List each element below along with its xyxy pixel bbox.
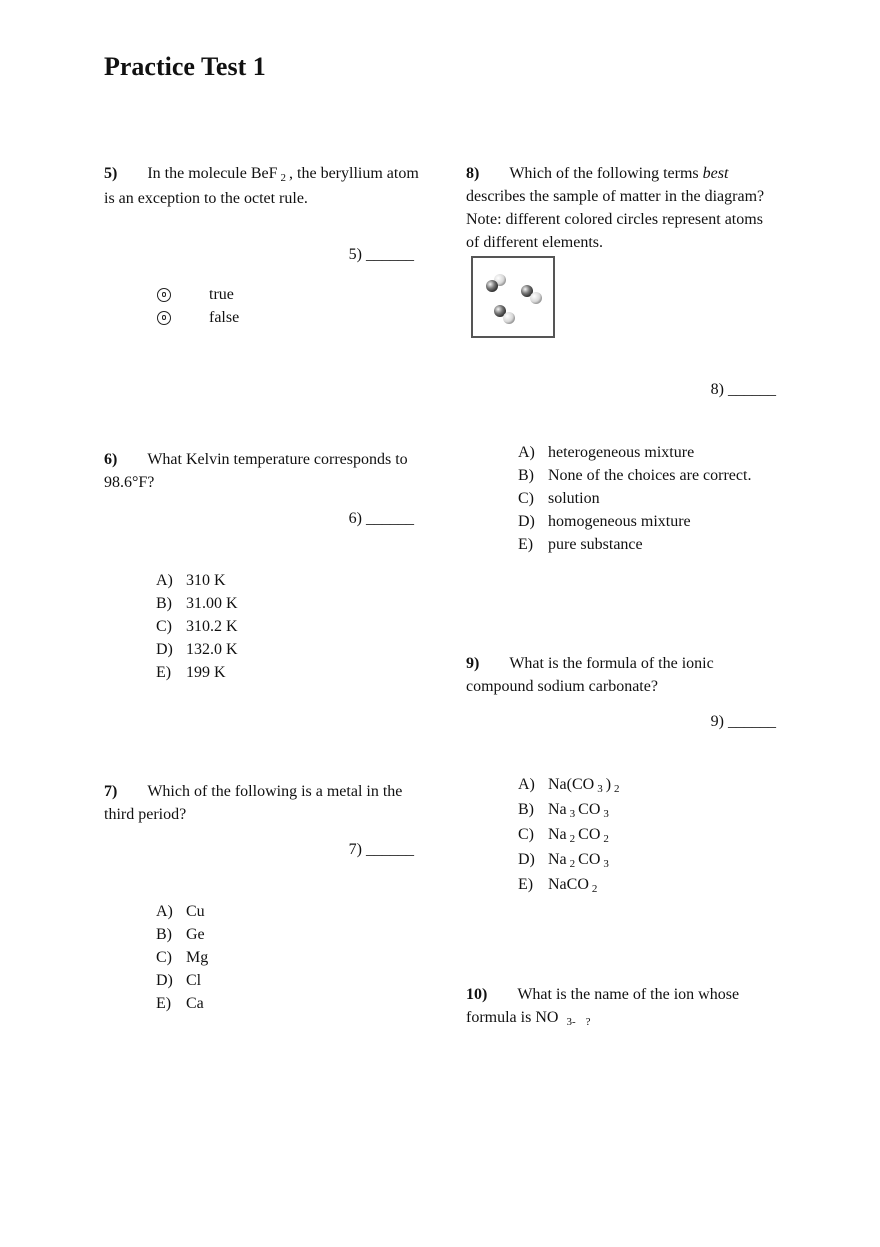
answer-blank[interactable]: 8) ______ (710, 381, 776, 398)
question-number: 6) (104, 451, 118, 468)
option-d[interactable]: D) 132.0 K (156, 641, 238, 658)
question-9-options (518, 773, 623, 898)
answer-blank[interactable]: 7) ______ (348, 841, 414, 858)
option-a[interactable]: A) 310 K (156, 572, 226, 589)
option-e[interactable]: E) pure substance (518, 536, 643, 553)
question-number: 9) (466, 655, 480, 672)
question-9-text: 9) What is the formula of the ionic compound sodium carbonate? (466, 655, 714, 695)
atom-light (503, 312, 515, 324)
radio-icon[interactable] (157, 288, 171, 302)
option-e[interactable]: E) Ca (156, 995, 204, 1012)
option-e[interactable]: E) 199 K (156, 664, 226, 681)
option-a[interactable]: A) heterogeneous mixture (518, 444, 695, 461)
option-a[interactable]: A) Na(CO 3 ) 2 (518, 776, 620, 795)
option-b[interactable]: B) Na 3 CO 3 (518, 801, 609, 820)
option-a[interactable]: A) Cu (156, 903, 205, 920)
option-b[interactable]: B) None of the choices are correct. (518, 467, 752, 484)
option-c[interactable]: C) Na 2 CO 2 (518, 826, 609, 845)
option-e[interactable]: E) NaCO 2 (518, 876, 598, 895)
answer-blank[interactable]: 6) ______ (348, 510, 414, 527)
question-5-options (157, 283, 239, 329)
question-6-text: 6) What Kelvin temperature corresponds to 98.6°F? (104, 451, 408, 491)
question-5-text: 5) In the molecule BeF 2 , the beryllium atom is an exception to the octet rule. (104, 165, 419, 207)
question-number: 8) (466, 165, 480, 182)
question-7-text: 7) Which of the following is a metal in the third period? (104, 783, 403, 823)
atom-light (530, 292, 542, 304)
answer-blank[interactable]: 5) ______ (348, 246, 414, 263)
question-number: 7) (104, 783, 118, 800)
question-number: 10) (466, 986, 488, 1003)
option-b[interactable]: B) 31.00 K (156, 595, 238, 612)
radio-icon[interactable] (157, 311, 171, 325)
option-c[interactable]: C) Mg (156, 949, 209, 966)
question-8-options (518, 441, 751, 556)
option-d[interactable]: D) Na 2 CO 3 (518, 851, 609, 870)
answer-blank[interactable]: 9) ______ (710, 713, 776, 730)
option-c[interactable]: C) solution (518, 490, 600, 507)
question-6-options (156, 569, 238, 684)
option-true[interactable]: true (157, 283, 239, 306)
option-b[interactable]: B) Ge (156, 926, 205, 943)
option-d[interactable]: D) homogeneous mixture (518, 513, 691, 530)
molecule-diagram (471, 256, 557, 340)
option-false[interactable]: false (157, 306, 239, 329)
option-c[interactable]: C) 310.2 K (156, 618, 238, 635)
option-d[interactable]: D) Cl (156, 972, 202, 989)
question-7-options (156, 900, 208, 1015)
atom-dark (486, 280, 498, 292)
question-10-text: 10) What is the name of the ion whose formula is NO 3- ? (466, 986, 740, 1028)
page-title: Practice Test 1 (104, 52, 266, 81)
question-8-text: 8) Which of the following terms best describes the sample of matter in the diagram? Note: different colored circles represent atoms of different elements. (466, 165, 765, 251)
question-number: 5) (104, 165, 118, 182)
